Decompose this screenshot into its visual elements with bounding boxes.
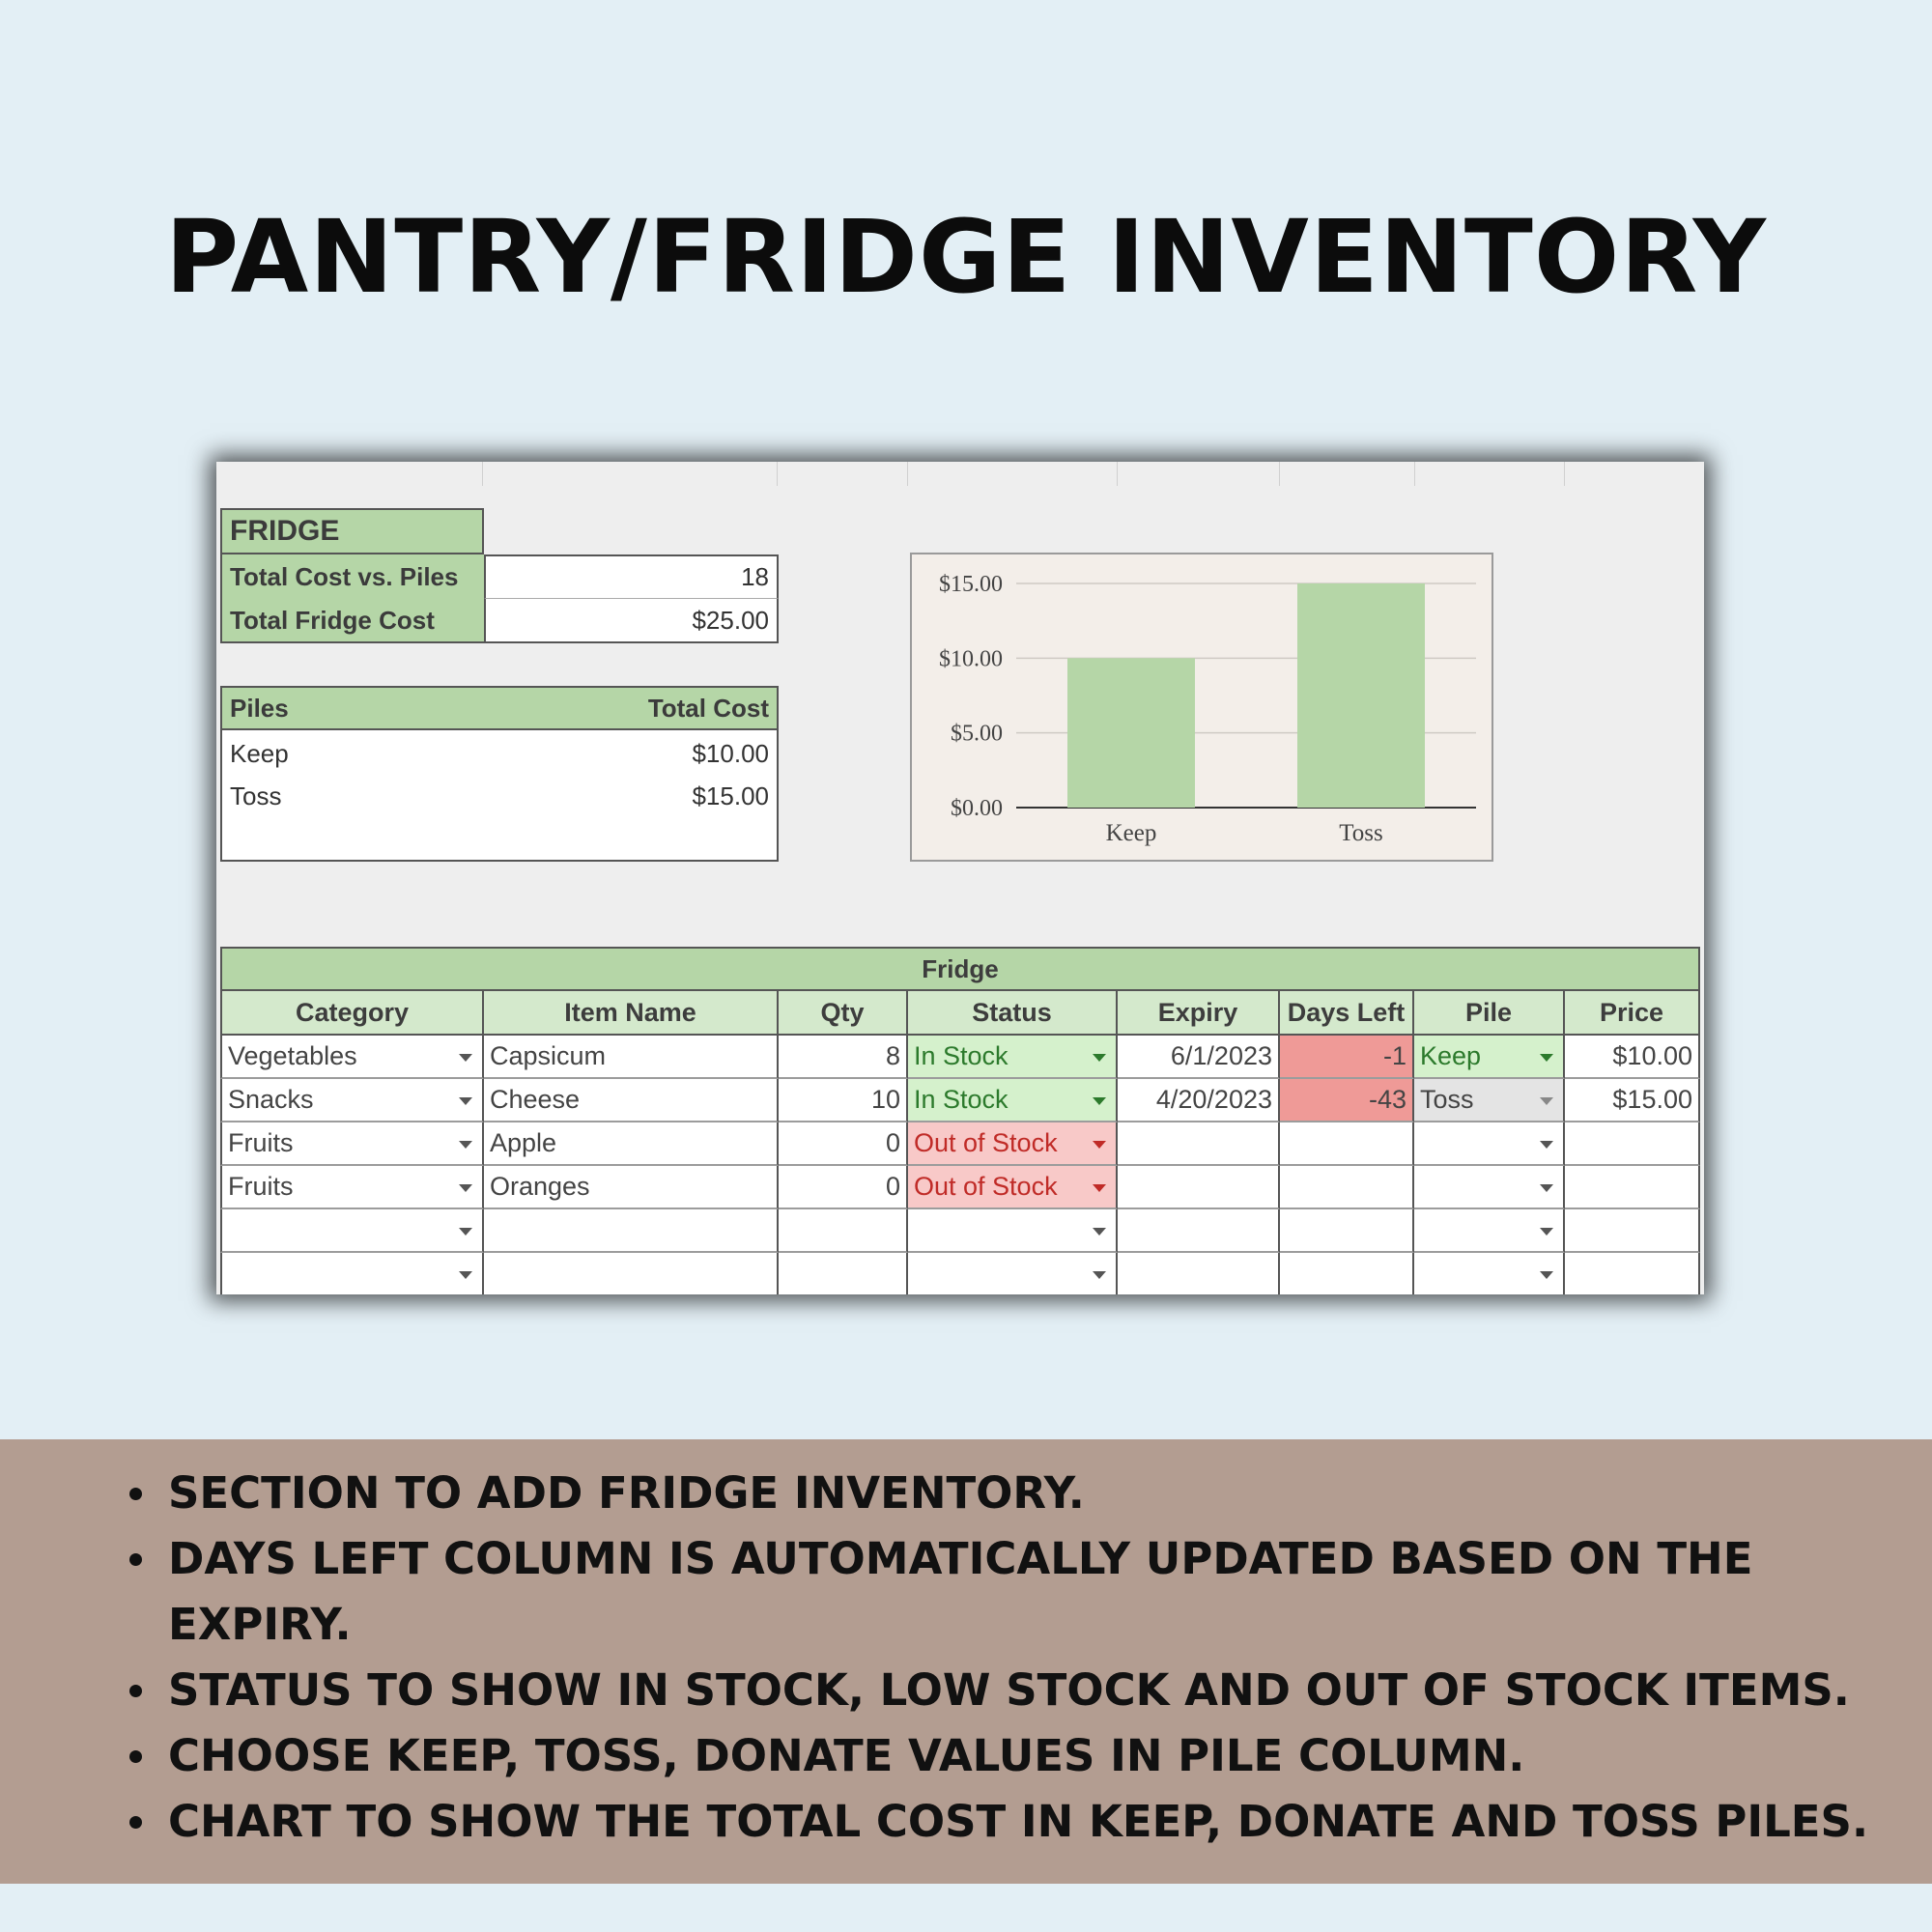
summary-value[interactable]: 18: [484, 554, 779, 599]
cell-qty[interactable]: 8: [779, 1036, 908, 1079]
cell-qty[interactable]: [779, 1209, 908, 1253]
chevron-down-icon[interactable]: [1540, 1097, 1553, 1105]
cell-qty[interactable]: 0: [779, 1122, 908, 1166]
bar-toss: [1297, 583, 1425, 808]
bar-chart-svg: [912, 554, 1492, 860]
column-header-status[interactable]: Status: [908, 991, 1118, 1036]
cell-item-name[interactable]: Apple: [484, 1122, 779, 1166]
cell-category[interactable]: [220, 1253, 484, 1294]
cell-days-left[interactable]: -1: [1280, 1036, 1414, 1079]
cell-price[interactable]: [1565, 1253, 1700, 1294]
table-title: Fridge: [220, 947, 1700, 991]
feature-text: STATUS TO SHOW IN STOCK, LOW STOCK AND OUT OF STOCK ITEMS.: [168, 1664, 1850, 1716]
cell-expiry[interactable]: 4/20/2023: [1118, 1079, 1280, 1122]
cell-status[interactable]: In Stock: [908, 1036, 1118, 1079]
chevron-down-icon[interactable]: [1093, 1054, 1106, 1062]
cell-category[interactable]: Vegetables: [220, 1036, 484, 1079]
pile-name: Keep: [230, 738, 289, 768]
cell-status[interactable]: Out of Stock: [908, 1122, 1118, 1166]
cell-days-left[interactable]: [1280, 1209, 1414, 1253]
feature-text: DAYS LEFT COLUMN IS AUTOMATICALLY UPDATED BASED ON THE EXPIRY.: [168, 1533, 1753, 1650]
feature-item: [126, 1723, 1903, 1789]
feature-item: [126, 1658, 1903, 1723]
cell-expiry[interactable]: [1118, 1166, 1280, 1209]
piles-header-cost: Total Cost: [499, 686, 779, 730]
cell-price[interactable]: [1565, 1122, 1700, 1166]
chevron-down-icon[interactable]: [459, 1184, 472, 1192]
cell-days-left[interactable]: [1280, 1253, 1414, 1294]
x-tick-label: Keep: [1105, 820, 1157, 846]
cell-category[interactable]: Fruits: [220, 1166, 484, 1209]
chevron-down-icon[interactable]: [1540, 1271, 1553, 1279]
cell-price[interactable]: $10.00: [1565, 1036, 1700, 1079]
column-header-qty[interactable]: Qty: [779, 991, 908, 1036]
cell-status[interactable]: Out of Stock: [908, 1166, 1118, 1209]
cell-price[interactable]: [1565, 1209, 1700, 1253]
feature-text: CHOOSE KEEP, TOSS, DONATE VALUES IN PILE COLUMN.: [168, 1730, 1525, 1781]
feature-text: CHART TO SHOW THE TOTAL COST IN KEEP, DONATE AND TOSS PILES.: [168, 1796, 1869, 1847]
cell-expiry[interactable]: [1118, 1122, 1280, 1166]
chevron-down-icon[interactable]: [1093, 1097, 1106, 1105]
column-header-category[interactable]: Category: [220, 991, 484, 1036]
y-tick-label: $10.00: [939, 646, 1003, 672]
chevron-down-icon[interactable]: [459, 1228, 472, 1236]
pile-cost: $10.00: [692, 738, 769, 768]
piles-header-name: Piles: [220, 686, 499, 730]
chevron-down-icon[interactable]: [459, 1097, 472, 1105]
summary-label: Total Fridge Cost: [220, 599, 484, 643]
column-gridlines: [216, 462, 1704, 486]
chevron-down-icon[interactable]: [459, 1054, 472, 1062]
feature-item: [126, 1526, 1903, 1658]
feature-panel: [0, 1439, 1932, 1884]
feature-item: [126, 1789, 1903, 1855]
feature-item: [126, 1461, 1903, 1526]
bullet-icon: [129, 1488, 142, 1500]
column-header-pile[interactable]: Pile: [1414, 991, 1565, 1036]
cell-qty[interactable]: 10: [779, 1079, 908, 1122]
cell-days-left[interactable]: [1280, 1122, 1414, 1166]
cell-expiry[interactable]: 6/1/2023: [1118, 1036, 1280, 1079]
y-tick-label: $5.00: [951, 721, 1003, 747]
chevron-down-icon[interactable]: [1540, 1184, 1553, 1192]
bullet-icon: [129, 1816, 142, 1829]
cell-category[interactable]: Snacks: [220, 1079, 484, 1122]
bullet-icon: [129, 1553, 142, 1566]
cell-item-name[interactable]: Cheese: [484, 1079, 779, 1122]
cell-item-name[interactable]: [484, 1253, 779, 1294]
pile-cost-chart: [910, 553, 1493, 862]
chevron-down-icon[interactable]: [459, 1141, 472, 1149]
chevron-down-icon[interactable]: [1540, 1228, 1553, 1236]
cell-qty[interactable]: [779, 1253, 908, 1294]
cell-days-left[interactable]: [1280, 1166, 1414, 1209]
summary-value[interactable]: $25.00: [484, 599, 779, 643]
cell-status[interactable]: [908, 1253, 1118, 1294]
y-tick-label: $0.00: [951, 796, 1003, 821]
cell-price[interactable]: $15.00: [1565, 1079, 1700, 1122]
cell-status[interactable]: In Stock: [908, 1079, 1118, 1122]
column-header-item-name[interactable]: Item Name: [484, 991, 779, 1036]
cell-expiry[interactable]: [1118, 1253, 1280, 1294]
cell-qty[interactable]: 0: [779, 1166, 908, 1209]
feature-list: [126, 1461, 1903, 1855]
bullet-icon: [129, 1685, 142, 1697]
chevron-down-icon[interactable]: [1093, 1228, 1106, 1236]
y-tick-label: $15.00: [939, 572, 1003, 597]
bar-keep: [1067, 658, 1195, 808]
cell-item-name[interactable]: Capsicum: [484, 1036, 779, 1079]
summary-header: FRIDGE: [220, 508, 484, 554]
bullet-icon: [129, 1750, 142, 1763]
summary-label: Total Cost vs. Piles: [220, 554, 484, 599]
pile-name: Toss: [230, 781, 282, 810]
chevron-down-icon[interactable]: [1093, 1141, 1106, 1149]
cell-days-left[interactable]: -43: [1280, 1079, 1414, 1122]
cell-pile[interactable]: Toss: [1414, 1079, 1565, 1122]
cell-price[interactable]: [1565, 1166, 1700, 1209]
chevron-down-icon[interactable]: [1093, 1271, 1106, 1279]
pile-cost: $15.00: [692, 781, 769, 810]
cell-expiry[interactable]: [1118, 1209, 1280, 1253]
cell-item-name[interactable]: Oranges: [484, 1166, 779, 1209]
column-header-price[interactable]: Price: [1565, 991, 1700, 1036]
cell-category[interactable]: Fruits: [220, 1122, 484, 1166]
column-header-days-left[interactable]: Days Left: [1280, 991, 1414, 1036]
chevron-down-icon[interactable]: [459, 1271, 472, 1279]
cell-category[interactable]: [220, 1209, 484, 1253]
cell-pile[interactable]: Keep: [1414, 1036, 1565, 1079]
cell-item-name[interactable]: [484, 1209, 779, 1253]
cell-status[interactable]: [908, 1209, 1118, 1253]
column-header-expiry[interactable]: Expiry: [1118, 991, 1280, 1036]
feature-text: SECTION TO ADD FRIDGE INVENTORY.: [168, 1467, 1085, 1519]
spreadsheet: [216, 462, 1704, 1294]
chevron-down-icon[interactable]: [1540, 1054, 1553, 1062]
page-title: PANTRY/FRIDGE INVENTORY: [165, 198, 1767, 316]
chevron-down-icon[interactable]: [1093, 1184, 1106, 1192]
x-tick-label: Toss: [1339, 820, 1383, 846]
chevron-down-icon[interactable]: [1540, 1141, 1553, 1149]
